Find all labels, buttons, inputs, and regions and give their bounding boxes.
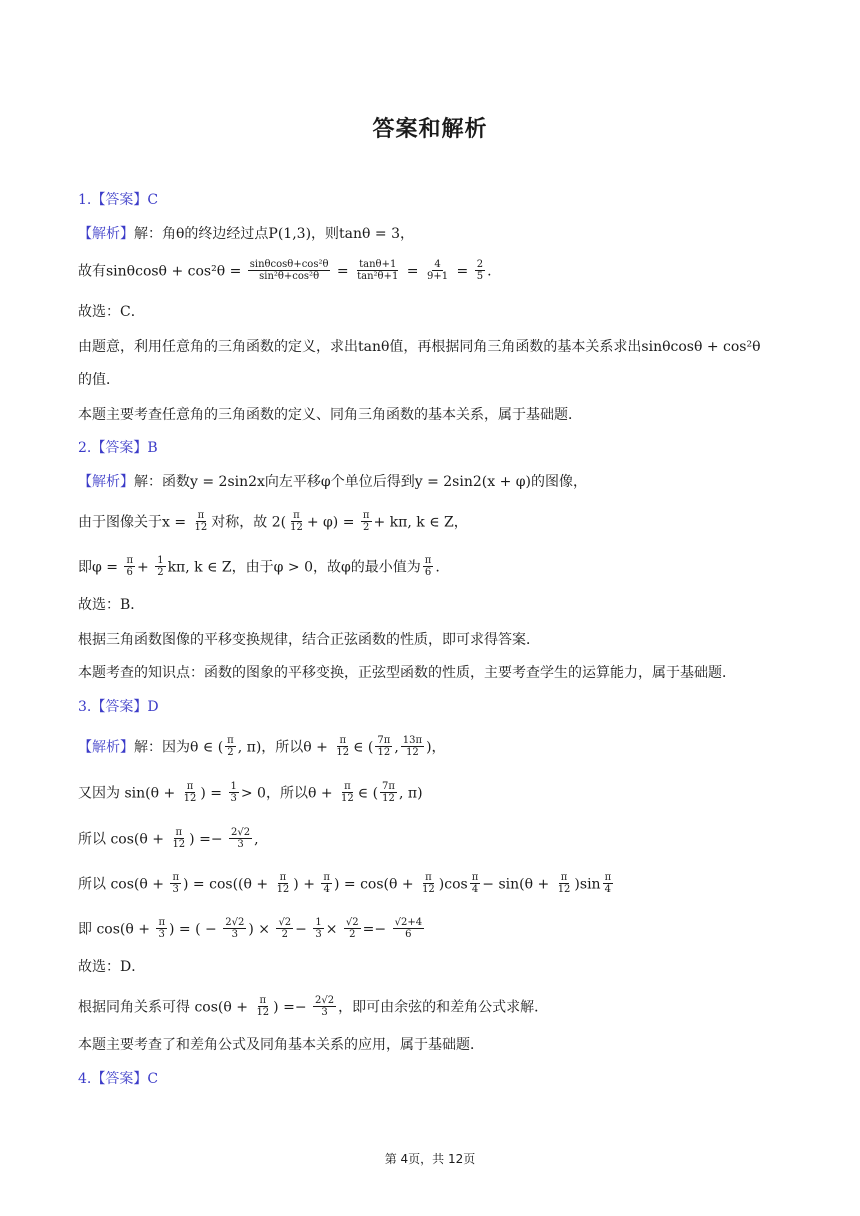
denominator: 3 <box>237 839 244 850</box>
fraction <box>182 781 199 804</box>
numerator: π <box>279 872 287 883</box>
text: )cos <box>438 876 468 893</box>
fraction <box>425 259 450 282</box>
text: ) = ( − <box>169 921 217 938</box>
numerator: π <box>126 555 134 566</box>
fraction <box>401 735 424 758</box>
fraction <box>170 827 187 850</box>
q2-line-3 <box>78 556 440 579</box>
fraction <box>313 917 323 940</box>
page-footer: 第 4页，共 12页 <box>384 1152 476 1166</box>
denominator: 2 <box>349 929 356 940</box>
fraction <box>361 510 372 533</box>
numerator: π <box>560 872 568 883</box>
numerator: 2√2 <box>231 827 251 838</box>
denominator: 3 <box>315 929 322 940</box>
denominator: 3 <box>231 929 238 940</box>
fraction <box>229 781 239 804</box>
fraction <box>334 735 351 758</box>
text: )， <box>426 739 446 756</box>
denominator: 12 <box>172 839 186 850</box>
fraction <box>229 827 252 850</box>
numerator: 1 <box>157 555 164 566</box>
fraction <box>344 917 361 940</box>
text: 根据同角关系可得 cos(θ + <box>78 999 248 1016</box>
numerator: 1 <box>230 781 237 792</box>
text: ∈ ( <box>357 785 379 802</box>
answer-3: 3.【答案】D <box>78 699 159 715</box>
text: , π)，所以θ + <box>237 739 328 756</box>
fraction <box>156 917 167 940</box>
fraction <box>393 917 424 940</box>
fraction <box>225 735 236 758</box>
fraction <box>155 555 165 578</box>
numerator: sinθcosθ+cos²θ <box>249 259 329 270</box>
analysis-tag: 【解析】 <box>78 739 134 756</box>
q1-formula-line: 故有sinθcosθ + cos²θ = $\frac{\text{sinθcosθ+cos²θ}}{\text{sin²θ+cos²θ}}$ = $\frac{\tan\theta+1}{\text{tan²θ+1}}$ = $\frac{4}{9+1}$ = $\frac{2}{5}$ . <box>78 259 492 282</box>
text: − <box>295 921 307 938</box>
denominator: 2 <box>363 522 370 533</box>
denominator: 2 <box>281 929 288 940</box>
text: kπ, k ∈ Z，由于φ > 0，故φ的最小值为 <box>167 559 421 576</box>
numerator: π <box>186 781 194 792</box>
text: , <box>394 739 399 756</box>
fraction <box>380 781 397 804</box>
fraction <box>470 872 481 895</box>
numerator: 2 <box>476 259 484 270</box>
q1-explanation-1: 由题意，利用任意角的三角函数的定义，求出tanθ值，再根据同角三角函数的基本关系求出sinθcosθ + cos²θ <box>78 339 761 355</box>
text: 又因为 sin(θ + <box>78 785 176 802</box>
numerator: 2√2 <box>315 995 335 1006</box>
q3-summary: 本题主要考查了和差角公式及同角基本关系的应用，属于基础题． <box>78 1037 484 1053</box>
q2-analysis-line-1 <box>78 472 587 492</box>
fraction <box>339 781 356 804</box>
fraction <box>193 510 210 533</box>
q1-choice: 故选：C． <box>78 304 145 320</box>
denominator: 2 <box>157 567 164 578</box>
denominator: 3 <box>172 884 179 895</box>
numerator: 1 <box>315 917 322 928</box>
denominator: sin²θ+cos²θ <box>259 271 320 282</box>
denominator: 12 <box>290 522 303 533</box>
text: + φ) = <box>306 514 355 531</box>
q2-line-2 <box>78 511 468 534</box>
numerator: π <box>197 510 205 521</box>
numerator: π <box>259 995 267 1006</box>
text: . <box>435 559 440 576</box>
text: 所以 cos(θ + <box>78 876 164 893</box>
numerator: √2 <box>278 917 292 928</box>
q1-line-1: 解：角θ的终边经过点P(1,3)，则tanθ = 3， <box>134 226 414 242</box>
numerator: 4 <box>434 259 441 270</box>
answer-1: 1.【答案】C <box>78 192 159 208</box>
denominator: 12 <box>256 1007 270 1018</box>
numerator: π <box>293 510 300 521</box>
q3-explanation <box>78 996 548 1019</box>
analysis-tag: 【解析】 <box>78 226 134 242</box>
numerator: π <box>425 872 432 883</box>
fraction <box>321 872 332 895</box>
text: ) =− <box>273 999 307 1016</box>
denominator: 12 <box>406 747 419 758</box>
text: , π) <box>398 785 423 802</box>
fraction <box>248 259 331 282</box>
numerator: π <box>227 735 234 746</box>
q1-summary: 本题主要考查任意角的三角函数的定义、同角三角函数的基本关系，属于基础题． <box>78 407 582 423</box>
q3-line-5 <box>78 918 426 941</box>
text: − sin(θ + <box>482 876 550 893</box>
fraction <box>375 735 392 758</box>
denominator: 6 <box>405 929 412 940</box>
q1-explanation-2: 的值． <box>78 372 120 388</box>
text: ) = <box>200 785 223 802</box>
denominator: 6 <box>126 567 133 578</box>
text: ，即可由余弦的和差角公式求解． <box>338 999 549 1016</box>
fraction <box>254 995 271 1018</box>
numerator: π <box>362 510 370 521</box>
q3-line-2 <box>78 782 423 805</box>
text: , <box>254 831 259 848</box>
denominator: 9+1 <box>426 271 449 282</box>
numerator: 7π <box>382 781 395 792</box>
denominator: 3 <box>230 793 237 804</box>
denominator: 12 <box>422 884 435 895</box>
text: 故有 <box>78 263 106 280</box>
text: + kπ, k ∈ Z， <box>373 514 468 531</box>
numerator: π <box>471 872 479 883</box>
text: ) = cos((θ + <box>183 876 269 893</box>
text: ) + <box>293 876 315 893</box>
text: 即 cos(θ + <box>78 921 150 938</box>
text: =− <box>362 921 387 938</box>
text: 由于图像关于x = <box>78 514 187 531</box>
denominator: 4 <box>604 884 612 895</box>
text: 解：因为θ ∈ ( <box>134 739 224 756</box>
text: 即φ = <box>78 559 118 576</box>
numerator: √2 <box>345 917 359 928</box>
page-title: 答案和解析 <box>372 117 488 142</box>
q2-summary: 本题考查的知识点：函数的图象的平移变换，正弦型函数的性质，主要考查学生的运算能力，属于基础题． <box>78 665 736 681</box>
denominator: 12 <box>382 793 395 804</box>
numerator: 2√2 <box>225 917 245 928</box>
denominator: 6 <box>424 567 432 578</box>
numerator: tanθ+1 <box>359 259 397 270</box>
denominator: 12 <box>341 793 354 804</box>
fraction <box>355 259 400 282</box>
denominator: 4 <box>323 884 330 895</box>
denominator: 4 <box>471 884 479 895</box>
fraction <box>603 872 614 895</box>
denominator: 12 <box>336 747 350 758</box>
text: ∈ ( <box>353 739 374 756</box>
text: ) × <box>248 921 270 938</box>
fraction <box>276 917 293 940</box>
text: × <box>325 921 338 938</box>
numerator: √2+4 <box>394 917 423 928</box>
text: )sin <box>574 876 601 893</box>
fraction <box>275 872 292 895</box>
numerator: π <box>339 735 347 746</box>
denominator: 5 <box>476 271 484 282</box>
q1-analysis-line-1 <box>78 224 414 244</box>
fraction <box>288 510 305 533</box>
text: ) =− <box>189 831 223 848</box>
numerator: π <box>158 917 166 928</box>
fraction <box>423 555 434 578</box>
denominator: 12 <box>377 747 391 758</box>
q2-line-1: 解：函数y = 2sin2x向左平移φ个单位后得到y = 2sin2(x + φ)的图像， <box>134 474 588 490</box>
denominator: tan²θ+1 <box>357 271 399 282</box>
fraction <box>223 917 246 940</box>
fraction <box>556 872 573 895</box>
q2-explanation: 根据三角函数图像的平移变换规律，结合正弦函数的性质，即可求得答案． <box>78 632 540 648</box>
answer-4: 4.【答案】C <box>78 1071 159 1087</box>
denominator: 12 <box>194 522 208 533</box>
numerator: π <box>323 872 330 883</box>
numerator: π <box>175 827 183 838</box>
text: + <box>137 559 149 576</box>
text: ) = cos(θ + <box>333 876 414 893</box>
fraction <box>313 995 336 1018</box>
analysis-tag: 【解析】 <box>78 474 134 490</box>
numerator: 7π <box>377 735 391 746</box>
numerator: π <box>604 872 612 883</box>
numerator: π <box>424 555 432 566</box>
fraction <box>170 872 181 895</box>
q3-line-3 <box>78 828 259 851</box>
numerator: π <box>172 872 180 883</box>
answer-2: 2.【答案】B <box>78 440 158 456</box>
fraction <box>124 555 135 578</box>
denominator: 12 <box>557 884 571 895</box>
denominator: 12 <box>276 884 290 895</box>
denominator: 3 <box>321 1007 328 1018</box>
denominator: 12 <box>183 793 197 804</box>
q3-line-1 <box>78 736 446 759</box>
numerator: 13π <box>402 735 423 746</box>
denominator: 3 <box>158 929 165 940</box>
q3-line-4 <box>78 873 615 896</box>
text: 所以 cos(θ + <box>78 831 164 848</box>
text: 对称，故 2( <box>211 514 287 531</box>
fraction <box>475 259 485 282</box>
text: > 0，所以θ + <box>240 785 333 802</box>
formula-lhs: sinθcosθ + cos²θ = <box>106 263 242 280</box>
q3-choice: 故选：D． <box>78 959 146 975</box>
denominator: 2 <box>227 747 234 758</box>
q2-choice: 故选：B． <box>78 597 145 613</box>
numerator: π <box>344 781 351 792</box>
fraction <box>420 872 437 895</box>
